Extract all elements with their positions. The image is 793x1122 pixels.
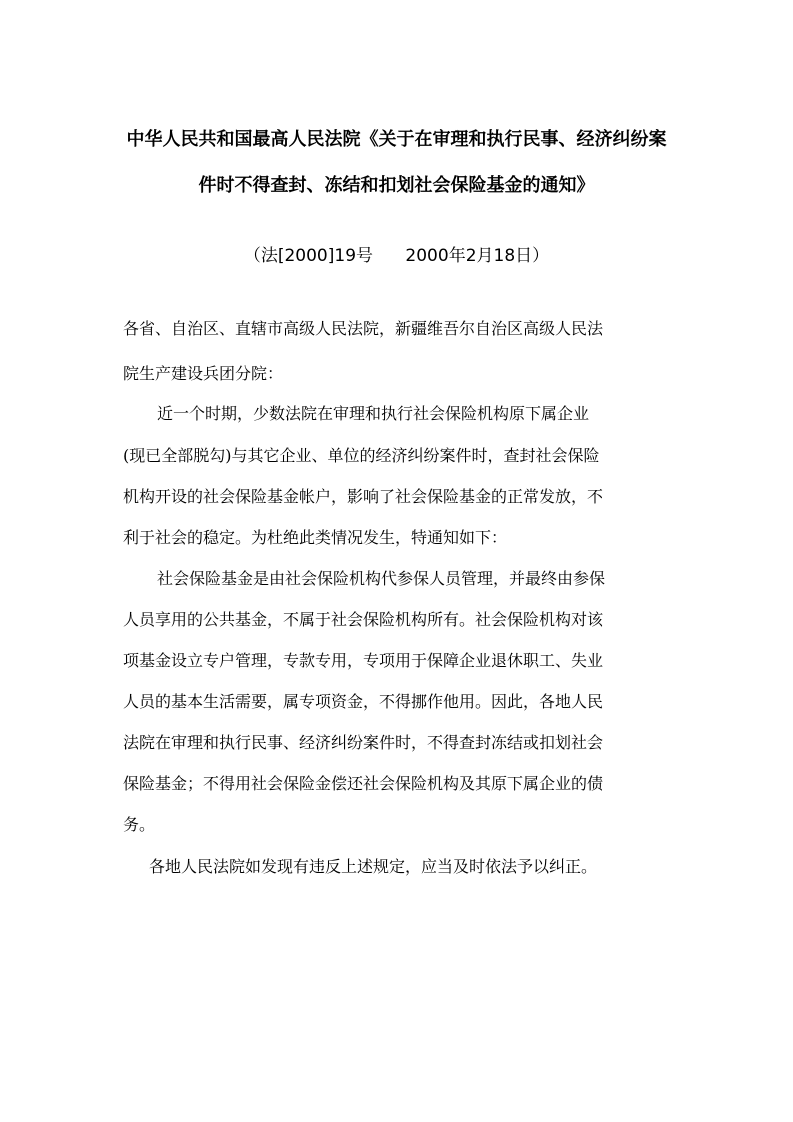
- paragraph-1-line-3: 机构开设的社会保险基金帐户，影响了社会保险基金的正常发放，不: [123, 487, 604, 506]
- paragraph-2-line-3: 项基金设立专户管理，专款专用，专项用于保障企业退休职工、失业: [123, 651, 604, 670]
- paragraph-1-line-2: (现已全部脱勾)与其它企业、单位的经济纠纷案件时，查封社会保险: [123, 446, 600, 465]
- addressee-line-2: 院生产建设兵团分院：: [123, 364, 284, 383]
- paragraph-2-line-2: 人员享用的公共基金，不属于社会保险机构所有。社会保险机构对该: [123, 610, 604, 629]
- document-title-line-1: 中华人民共和国最高人民法院《关于在审理和执行民事、经济纠纷案: [126, 129, 667, 150]
- paragraph-1-line-4: 利于社会的稳定。为杜绝此类情况发生，特通知如下：: [123, 528, 508, 547]
- paragraph-2-line-4: 人员的基本生活需要，属专项资金，不得挪作他用。因此，各地人民: [123, 692, 604, 711]
- paragraph-2-line-1: 社会保险基金是由社会保险机构代参保人员管理，并最终由参保: [157, 569, 606, 588]
- document-number-and-date: （法[2000]19号 2000年2月18日）: [243, 246, 550, 266]
- document-title-line-2: 件时不得查封、冻结和扣划社会保险基金的通知》: [198, 175, 595, 196]
- addressee-line-1: 各省、自治区、直辖市高级人民法院，新疆维吾尔自治区高级人民法: [123, 319, 604, 338]
- paragraph-3-line-1: 各地人民法院如发现有违反上述规定，应当及时依法予以纠正。: [149, 857, 598, 876]
- paragraph-2-line-5: 法院在审理和执行民事、经济纠纷案件时，不得查封冻结或扣划社会: [123, 733, 604, 752]
- paragraph-1-line-1: 近一个时期，少数法院在审理和执行社会保险机构原下属企业: [157, 404, 590, 423]
- paragraph-2-line-7: 务。: [123, 815, 156, 834]
- paragraph-2-line-6: 保险基金；不得用社会保险金偿还社会保险机构及其原下属企业的债: [123, 774, 604, 793]
